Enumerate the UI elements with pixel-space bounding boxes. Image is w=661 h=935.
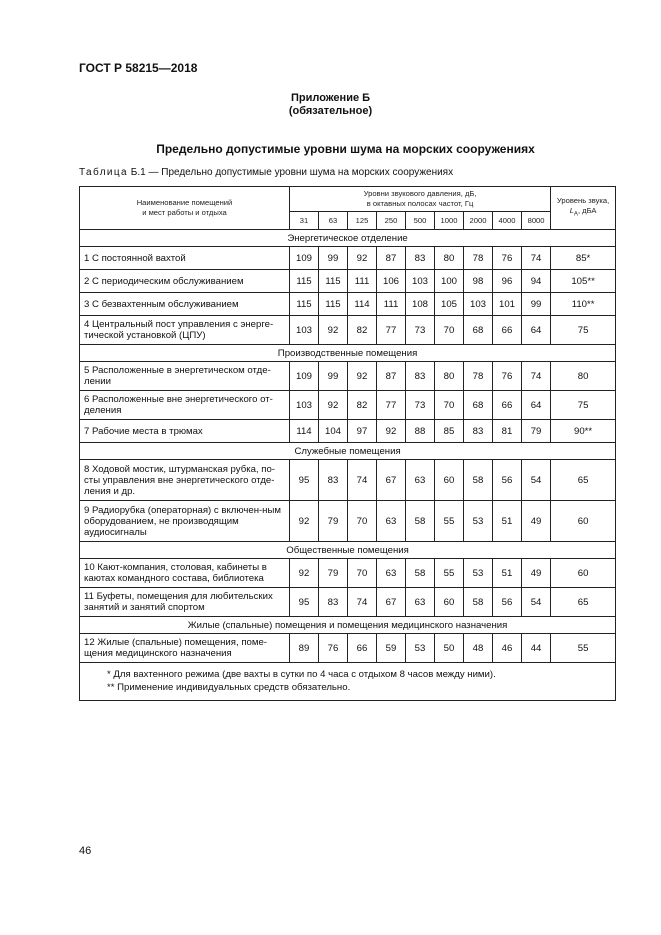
pressure-value-cell: 74 [348,460,377,501]
annex-heading [0,92,661,118]
pressure-value-cell: 103 [464,293,493,316]
frequency-header-cell: 1000 [435,212,464,230]
frequency-header-cell: 4000 [493,212,522,230]
header-room-name-line2: и мест работы и отдыха [142,208,227,217]
room-name-cell: 11 Буфеты, помещения для любительских занятий и занятий спортом [80,588,290,617]
pressure-value-cell: 66 [493,316,522,345]
header-sound-level-line1: Уровень звука, [556,196,610,206]
pressure-value-cell: 108 [406,293,435,316]
pressure-value-cell: 46 [493,634,522,663]
pressure-value-cell: 70 [435,391,464,420]
pressure-value-cell: 79 [319,501,348,542]
pressure-value-cell: 50 [435,634,464,663]
pressure-value-cell: 74 [522,247,551,270]
pressure-value-cell: 101 [493,293,522,316]
section-title: Энергетическое отделение [80,230,616,247]
pressure-value-cell: 99 [522,293,551,316]
room-name-cell: 7 Рабочие места в трюмах [80,420,290,443]
pressure-value-cell: 78 [464,247,493,270]
section-title: Производственные помещения [80,345,616,362]
section-row [80,542,616,559]
pressure-value-cell: 48 [464,634,493,663]
pressure-value-cell: 92 [319,316,348,345]
sound-level-cell: 55 [551,634,616,663]
pressure-value-cell: 73 [406,391,435,420]
table-row [80,247,616,270]
sound-level-cell: 75 [551,316,616,345]
table-row [80,316,616,345]
section-row [80,345,616,362]
table-row [80,293,616,316]
pressure-value-cell: 104 [319,420,348,443]
pressure-value-cell: 58 [464,460,493,501]
pressure-value-cell: 49 [522,501,551,542]
room-name-cell: 9 Радиорубка (операторная) с включен-ным оборудованием, не производящим аудиосигналы [80,501,290,542]
room-name-cell: 5 Расположенные в энергетическом отде-лении [80,362,290,391]
pressure-value-cell: 53 [464,559,493,588]
header-room-name [80,187,290,230]
room-name-cell: 2 С периодическим обслуживанием [80,270,290,293]
pressure-value-cell: 95 [290,588,319,617]
pressure-value-cell: 70 [348,559,377,588]
footnote: * Для вахтенного режима (две вахты в сутки по 4 часа с отдыхом 8 часов между ними). [107,669,496,680]
pressure-value-cell: 74 [522,362,551,391]
table-row [80,634,616,663]
pressure-value-cell: 92 [348,247,377,270]
pressure-value-cell: 94 [522,270,551,293]
header-sound-level-unit: , дБА [577,206,597,216]
pressure-value-cell: 54 [522,588,551,617]
header-sound-level-line2 [551,206,615,220]
pressure-value-cell: 49 [522,559,551,588]
pressure-value-cell: 92 [348,362,377,391]
pressure-value-cell: 81 [493,420,522,443]
pressure-value-cell: 59 [377,634,406,663]
pressure-value-cell: 92 [319,391,348,420]
pressure-value-cell: 103 [290,316,319,345]
frequency-header-cell: 31 [290,212,319,230]
header-room-name-line1: Наименование помещений [136,198,233,207]
frequency-header-cell: 63 [319,212,348,230]
room-name-cell: 6 Расположенные вне энергетического от-деления [80,391,290,420]
table-caption-text: Б.1 — Предельно допустимые уровни шума на морских сооружениях [130,167,454,178]
frequency-header-cell: 250 [377,212,406,230]
table-caption-label: Таблица [79,167,129,178]
pressure-value-cell: 64 [522,391,551,420]
pressure-value-cell: 51 [493,501,522,542]
header-sound-level-subscript: A [573,211,578,218]
frequency-header-cell: 8000 [522,212,551,230]
pressure-value-cell: 63 [377,559,406,588]
sound-level-cell: 65 [551,460,616,501]
pressure-value-cell: 100 [435,270,464,293]
sound-level-cell: 105** [551,270,616,293]
pressure-value-cell: 80 [435,362,464,391]
pressure-value-cell: 114 [290,420,319,443]
section-row [80,230,616,247]
frequency-header-cell: 125 [348,212,377,230]
room-name-cell: 12 Жилые (спальные) помещения, поме-щения медицинского назначения [80,634,290,663]
pressure-value-cell: 64 [522,316,551,345]
room-name-cell: 8 Ходовой мостик, штурманская рубка, по-сты управления вне энергетического отде-ления и др. [80,460,290,501]
pressure-value-cell: 115 [290,270,319,293]
sound-level-cell: 90** [551,420,616,443]
table-row [80,391,616,420]
table-row [80,362,616,391]
pressure-value-cell: 68 [464,316,493,345]
pressure-value-cell: 82 [348,316,377,345]
pressure-value-cell: 73 [406,316,435,345]
pressure-value-cell: 63 [406,588,435,617]
pressure-value-cell: 67 [377,460,406,501]
pressure-value-cell: 115 [319,293,348,316]
pressure-value-cell: 58 [464,588,493,617]
page-number: 46 [79,845,92,857]
table-notes [80,663,616,701]
pressure-value-cell: 55 [435,559,464,588]
room-name-cell: 3 С безвахтенным обслуживанием [80,293,290,316]
pressure-value-cell: 53 [464,501,493,542]
pressure-value-cell: 87 [377,362,406,391]
standard-code: ГОСТ Р 58215—2018 [79,61,198,75]
header-sound-level [551,187,616,230]
pressure-value-cell: 103 [290,391,319,420]
annex-title: Приложение Б [290,92,371,104]
pressure-value-cell: 55 [435,501,464,542]
annex-status: (обязательное) [288,105,373,117]
pressure-value-cell: 60 [435,460,464,501]
pressure-value-cell: 76 [493,247,522,270]
sound-level-cell: 80 [551,362,616,391]
pressure-value-cell: 67 [377,588,406,617]
footnote: ** Применение индивидуальных средств обязательно. [107,682,351,693]
pressure-value-cell: 77 [377,316,406,345]
document-title: Предельно допустимые уровни шума на морских сооружениях [156,142,535,156]
pressure-value-cell: 58 [406,559,435,588]
pressure-value-cell: 88 [406,420,435,443]
pressure-value-cell: 87 [377,247,406,270]
pressure-value-cell: 99 [319,247,348,270]
section-row [80,443,616,460]
header-sound-pressure-line2: в октавных полосах частот, Гц [366,199,474,208]
pressure-value-cell: 89 [290,634,319,663]
pressure-value-cell: 78 [464,362,493,391]
pressure-value-cell: 56 [493,460,522,501]
table-row [80,270,616,293]
table-row [80,559,616,588]
sound-level-cell: 85* [551,247,616,270]
pressure-value-cell: 97 [348,420,377,443]
pressure-value-cell: 83 [464,420,493,443]
pressure-value-cell: 66 [493,391,522,420]
pressure-value-cell: 51 [493,559,522,588]
notes-row [80,663,616,701]
sound-level-cell: 65 [551,588,616,617]
pressure-value-cell: 54 [522,460,551,501]
pressure-value-cell: 103 [406,270,435,293]
frequency-header-cell: 2000 [464,212,493,230]
pressure-value-cell: 92 [290,501,319,542]
section-row [80,617,616,634]
pressure-value-cell: 114 [348,293,377,316]
pressure-value-cell: 74 [348,588,377,617]
pressure-value-cell: 92 [377,420,406,443]
pressure-value-cell: 109 [290,362,319,391]
table-caption [79,167,453,178]
pressure-value-cell: 96 [493,270,522,293]
pressure-value-cell: 68 [464,391,493,420]
pressure-value-cell: 99 [319,362,348,391]
header-sound-pressure [290,187,551,212]
frequency-header-cell: 500 [406,212,435,230]
pressure-value-cell: 63 [406,460,435,501]
pressure-value-cell: 66 [348,634,377,663]
section-title: Общественные помещения [80,542,616,559]
pressure-value-cell: 70 [348,501,377,542]
room-name-cell: 1 С постоянной вахтой [80,247,290,270]
pressure-value-cell: 115 [290,293,319,316]
pressure-value-cell: 111 [377,293,406,316]
table-row [80,501,616,542]
pressure-value-cell: 115 [319,270,348,293]
pressure-value-cell: 56 [493,588,522,617]
pressure-value-cell: 79 [319,559,348,588]
table-row [80,588,616,617]
pressure-value-cell: 79 [522,420,551,443]
pressure-value-cell: 85 [435,420,464,443]
pressure-value-cell: 109 [290,247,319,270]
pressure-value-cell: 83 [319,588,348,617]
pressure-value-cell: 76 [319,634,348,663]
pressure-value-cell: 80 [435,247,464,270]
pressure-value-cell: 58 [406,501,435,542]
pressure-value-cell: 92 [290,559,319,588]
pressure-value-cell: 83 [406,362,435,391]
table-body [80,230,616,701]
room-name-cell: 10 Кают-компания, столовая, кабинеты в каютах командного состава, библиотека [80,559,290,588]
section-title: Служебные помещения [80,443,616,460]
pressure-value-cell: 83 [406,247,435,270]
pressure-value-cell: 77 [377,391,406,420]
pressure-value-cell: 95 [290,460,319,501]
pressure-value-cell: 53 [406,634,435,663]
pressure-value-cell: 44 [522,634,551,663]
pressure-value-cell: 83 [319,460,348,501]
pressure-value-cell: 70 [435,316,464,345]
pressure-value-cell: 63 [377,501,406,542]
pressure-value-cell: 82 [348,391,377,420]
room-name-cell: 4 Центральный пост управления с энерге-тической установкой (ЦПУ) [80,316,290,345]
pressure-value-cell: 106 [377,270,406,293]
pressure-value-cell: 98 [464,270,493,293]
header-sound-pressure-line1: Уровни звукового давления, дБ, [363,189,477,198]
header-sound-level-symbol: L [569,206,574,216]
sound-level-cell: 60 [551,501,616,542]
pressure-value-cell: 111 [348,270,377,293]
pressure-value-cell: 60 [435,588,464,617]
section-title: Жилые (спальные) помещения и помещения медицинского назначения [80,617,616,634]
sound-level-cell: 75 [551,391,616,420]
table-row [80,420,616,443]
noise-limits-table [79,186,616,701]
pressure-value-cell: 76 [493,362,522,391]
pressure-value-cell: 105 [435,293,464,316]
sound-level-cell: 110** [551,293,616,316]
table-row [80,460,616,501]
sound-level-cell: 60 [551,559,616,588]
